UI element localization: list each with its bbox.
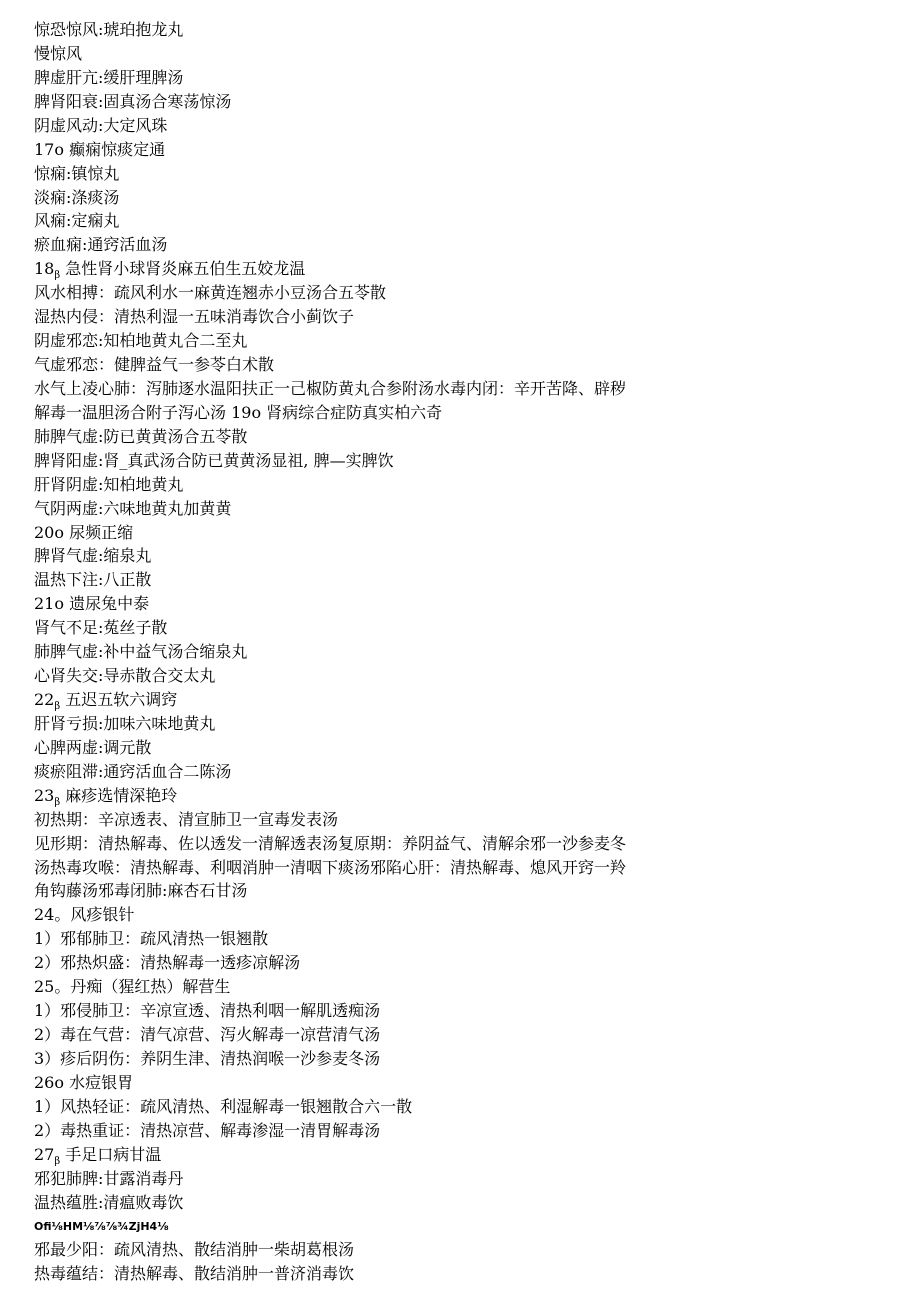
text-line: 阴虚邪恋:知柏地黄丸合二至丸 [34, 331, 248, 350]
text-line: 2）毒在气营：清气凉营、泻火解毒一凉营清气汤 [34, 1025, 381, 1044]
text-line: 17o 癫痫惊痰定通 [34, 140, 166, 159]
text-line: 肺脾气虚:防已黄黄汤合五苓散 [34, 427, 248, 446]
text-line: 湿热内侵：清热利湿一五味消毒饮合小蓟饮子 [34, 307, 355, 326]
text-line: 气阴两虚:六味地黄丸加黄黄 [34, 499, 232, 518]
text-line: 肝肾亏损:加味六味地黄丸 [34, 714, 216, 733]
text-line: 24。风疹银针 [34, 905, 135, 924]
text-line: 脾肾阳衰:固真汤合寒荡惊汤 [34, 92, 232, 111]
text-line: 20o 尿频正缩 [34, 523, 134, 542]
text-line: 惊痫:镇惊丸 [34, 164, 120, 183]
text-line: 风水相搏：疏风利水一麻黄连翘赤小豆汤合五苓散 [34, 283, 387, 302]
text-line: 1）邪侵肺卫：辛凉宣透、清热利咽一解肌透痴汤 [34, 1001, 381, 1020]
text-line: 1）风热轻证：疏风清热、利湿解毒一银翘散合六一散 [34, 1097, 413, 1116]
text-line: 脾肾阳虚:肾_真武汤合防已黄黄汤显祖, 脾—实脾饮 [34, 451, 394, 470]
text-line: 26o 水痘银胃 [34, 1073, 134, 1092]
text-line: 温热蕴胜:清瘟败毒饮 [34, 1193, 184, 1212]
text-line: 水气上凌心肺：泻肺逐水温阳扶正一己椒防黄丸合参附汤水毒内闭：辛开苦降、辟秽 [34, 379, 627, 398]
text-line: $27_\beta$ 手足口病甘温 [34, 1145, 162, 1168]
text-line: 解毒一温胆汤合附子泻心汤 19o 肾病综合症防真实柏六奇 [34, 403, 443, 422]
text-line: 25。丹痴（猩红热）解营生 [34, 977, 231, 996]
text-line: 肾气不足:菟丝子散 [34, 618, 168, 637]
text-line: 见形期：清热解毒、佐以透发一清解透表汤复原期：养阴益气、清解余邪一沙参麦冬 [34, 834, 627, 853]
text-line: 肺脾气虚:补中益气汤合缩泉丸 [34, 642, 248, 661]
text-line: 1）邪郁肺卫：疏风清热一银翘散 [34, 929, 269, 948]
text-line: 心脾两虚:调元散 [34, 738, 152, 757]
text-line: 邪最少阳：疏风清热、散结消肿一柴胡葛根汤 [34, 1240, 355, 1259]
text-line: $23_\beta$ 麻疹选情深艳玲 [34, 786, 178, 809]
text-line: 慢惊风 [34, 44, 83, 63]
text-line: 淡痫:涤痰汤 [34, 188, 120, 207]
text-line: 角钩藤汤邪毒闭肺:麻杏石甘汤 [34, 881, 248, 900]
text-line: 2）毒热重证：清热凉营、解毒渗湿一清胃解毒汤 [34, 1121, 381, 1140]
text-line: 热毒蕴结：清热解毒、散结消肿一普济消毒饮 [34, 1264, 355, 1283]
text-line: $18_\beta$ 急性肾小球肾炎麻五伯生五姣龙温 [34, 259, 306, 282]
text-line: 初热期：辛凉透表、清宣肺卫一宣毒发表汤 [34, 810, 339, 829]
text-line: 汤热毒攻喉：清热解毒、利咽消肿一清咽下痰汤邪陷心肝：清热解毒、熄风开窍一羚 [34, 858, 627, 877]
text-line: Ofi⅛HM⅛⅞⅞¾ZjH4⅛ [34, 1220, 169, 1233]
text-line: 气虚邪恋：健脾益气一参苓白术散 [34, 355, 275, 374]
text-line: 阴虚风动:大定风珠 [34, 116, 168, 135]
text-line: $22_\beta$ 五迟五软六调窍 [34, 690, 178, 713]
text-line: 2）邪热炽盛：清热解毒一透疹凉解汤 [34, 953, 301, 972]
text-line: 肝肾阴虚:知柏地黄丸 [34, 475, 184, 494]
text-line: 21o 遗尿兔中泰 [34, 594, 150, 613]
text-line: 脾虚肝亢:缓肝理脾汤 [34, 68, 184, 87]
text-line: 惊恐惊风:琥珀抱龙丸 [34, 20, 184, 39]
text-line: 温热下注:八正散 [34, 570, 152, 589]
text-line: 心肾失交:导赤散合交太丸 [34, 666, 216, 685]
text-line: 瘀血痫:通窍活血汤 [34, 235, 168, 254]
text-line: 痰瘀阻滞:通窍活血合二陈汤 [34, 762, 232, 781]
text-line: 风痫:定痫丸 [34, 211, 120, 230]
text-line: 3）疹后阴伤：养阴生津、清热润喉一沙参麦冬汤 [34, 1049, 381, 1068]
text-line: 邪犯肺脾:甘露消毒丹 [34, 1169, 184, 1188]
text-line: 脾肾气虚:缩泉丸 [34, 546, 152, 565]
